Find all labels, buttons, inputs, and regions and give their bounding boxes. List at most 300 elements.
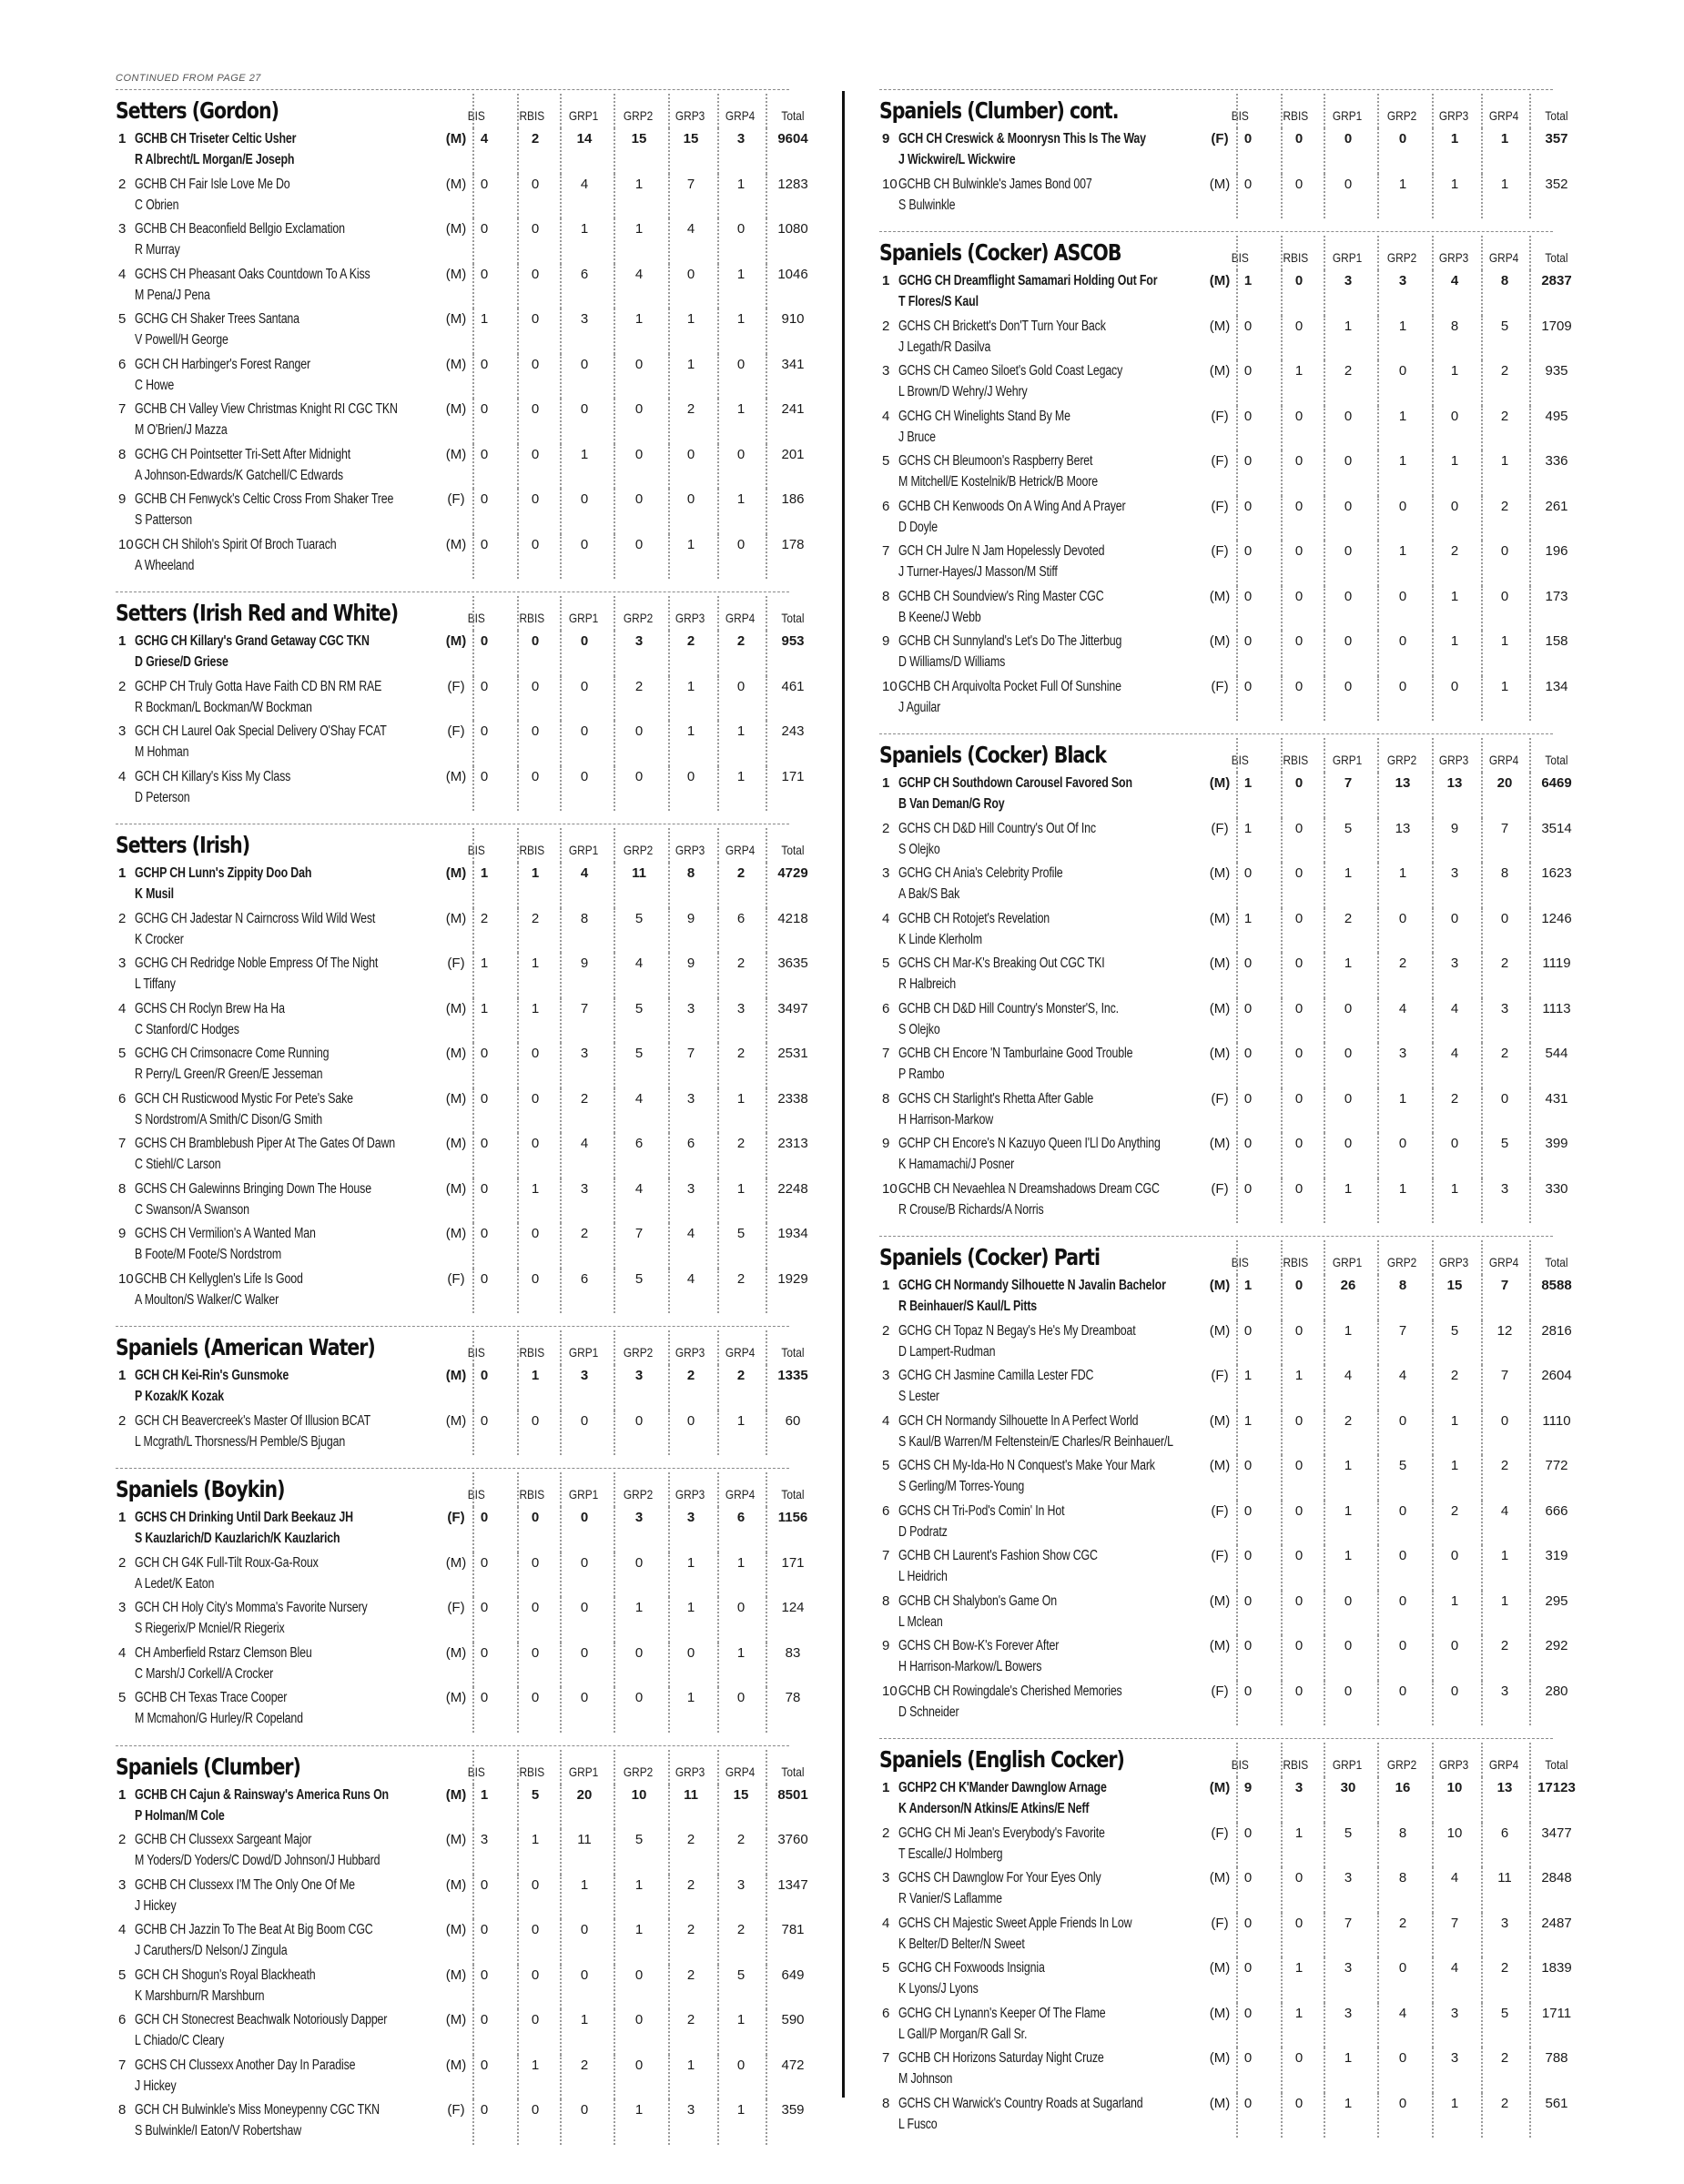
total-value: 2848 [1541,1870,1572,1886]
grp1-value: 0 [1344,1683,1353,1699]
owner-names: K Lyons/J Lyons [898,1981,979,1997]
column-rule [517,1643,519,1688]
grp3-value: 1 [1450,633,1459,649]
total-value: 953 [781,633,805,649]
column-rule [766,2009,767,2055]
column-header-grp3: GRP3 [675,1345,705,1360]
owner-names: S Kaul/B Warren/M Feltenstein/E Charles/R Beinhauer/L [898,1433,1173,1450]
column-rule [1481,1410,1483,1456]
column-rule [517,1269,519,1314]
rank-number: 6 [118,356,127,372]
column-rule [1281,174,1283,219]
dog-name: GCHS CH Roclyn Brew Ha Ha [135,1000,285,1016]
column-rule [614,489,615,534]
column-rule [560,1875,562,1920]
grp2-value: 1 [634,1876,644,1893]
rank-number: 8 [118,1180,127,1197]
column-rule [1236,1320,1238,1366]
dog-name: GCH CH Rusticwood Mystic For Pete's Sake [135,1090,353,1107]
grp3-value: 1 [686,1690,695,1705]
grp2-value: 1 [1398,543,1407,559]
total-value: 666 [1545,1502,1568,1519]
column-header-grp3: GRP3 [1438,753,1469,767]
column-rule [614,2009,615,2055]
sex-code: (M) [445,2057,467,2073]
column-rule [1377,1455,1379,1501]
sex-code: (F) [1211,1368,1229,1383]
owner-names: S Lester [898,1389,939,1404]
column-rule [668,676,670,722]
sex-code: (F) [447,956,465,971]
rank-number: 2 [118,176,127,192]
section-header [879,1743,1568,1777]
bis-value: 0 [480,1368,489,1383]
column-rule [668,863,670,908]
column-rule [1281,631,1283,676]
column-rule [1432,236,1434,270]
owner-names: B Keene/J Webb [898,609,981,625]
column-rule [668,1965,670,2010]
column-rule [1324,631,1325,676]
dog-name: GCHB CH Rotojet's Revelation [898,910,1050,926]
ranking-row [879,1501,1568,1546]
total-value: 935 [1545,363,1568,379]
column-rule [1529,1681,1531,1726]
column-header-grp4: GRP4 [725,1345,756,1360]
rbis-value: 0 [1294,956,1304,971]
owner-names: S Nordstrom/A Smith/C Dison/G Smith [135,1111,322,1127]
column-rule [1324,1823,1325,1868]
column-rule [1377,818,1379,864]
grp3-value: 0 [686,1644,695,1661]
column-header-grp3: GRP3 [1438,1255,1469,1269]
column-rule [614,399,615,444]
sex-code: (M) [445,1832,467,1847]
bis-value: 0 [480,1136,489,1151]
column-rule [1432,1635,1434,1681]
grp4-value: 1 [736,1412,746,1429]
rank-number: 4 [118,768,127,784]
grp1-value: 0 [580,401,589,417]
ranking-row [879,2048,1568,2093]
total-value: 1711 [1541,2005,1572,2021]
column-rule [517,1687,519,1733]
grp1-value: 5 [1344,1825,1353,1841]
total-value: 2487 [1541,1915,1572,1931]
grp4-value: 3 [1500,1683,1509,1699]
rank-number: 7 [118,401,127,417]
column-rule [560,399,562,444]
ranking-row [116,1088,808,1134]
rbis-value: 1 [1294,1825,1304,1841]
column-rule [1481,676,1483,722]
dog-name: GCHS CH Cameo Siloet's Gold Coast Legacy [898,363,1123,379]
owner-names: M Johnson [898,2071,953,2087]
rank-number: 1 [882,775,890,791]
column-header-total: Total [1545,753,1568,767]
column-rule [1377,953,1379,998]
column-rule [766,1829,767,1875]
column-header-grp4: GRP4 [725,843,756,857]
grp3-value: 1 [1450,1458,1459,1473]
rbis-value: 0 [531,1644,540,1661]
bis-value: 0 [480,176,489,192]
column-rule [1377,1275,1379,1320]
rbis-value: 2 [531,910,540,926]
column-rule [1481,1088,1483,1134]
breed-section [879,1738,1576,2138]
rank-number: 2 [118,910,127,926]
dog-name: GCHS CH Bleumoon's Raspberry Beret [898,453,1093,469]
bis-value: 0 [1243,1180,1253,1197]
owner-names: P Kozak/K Kozak [135,1389,224,1404]
column-rule [766,1552,767,1598]
column-rule [1324,2003,1325,2048]
grp1-value: 0 [580,2102,589,2118]
owner-names: S Gerling/M Torres-Young [898,1479,1025,1494]
column-rule [472,1919,474,1965]
owner-names: L Mclean [898,1613,943,1630]
column-rule [614,908,615,954]
column-rule [1281,1320,1283,1366]
total-value: 3760 [777,1832,808,1847]
column-rule [517,766,519,812]
column-rule [1324,1320,1325,1366]
rank-number: 2 [882,318,890,334]
rbis-value: 1 [531,1000,540,1016]
grp2-value: 0 [1398,1502,1407,1519]
column-rule [560,1687,562,1733]
column-rule [717,1785,719,1830]
column-rule [1481,128,1483,174]
column-rule [1324,676,1325,722]
column-rule [614,1785,615,1830]
rank-number: 7 [118,1136,127,1151]
column-rule [717,1472,719,1507]
column-rule [1324,1133,1325,1178]
grp4-value: 5 [1500,2005,1509,2021]
owner-names: T Escalle/J Holmberg [898,1845,1003,1862]
grp3-value: 8 [686,865,695,881]
column-rule [1377,1240,1379,1275]
grp4-value: 0 [736,2057,746,2073]
grp3-value: 9 [1450,820,1459,836]
ranking-row [879,450,1568,496]
column-rule [1432,586,1434,632]
left-column [116,89,808,2158]
column-header-total: Total [1545,1757,1568,1772]
owner-names: D Griese/D Griese [135,654,228,670]
column-rule [472,596,474,631]
owner-names: C Stanford/C Hodges [135,1021,239,1037]
breed-section [116,1468,808,1733]
rbis-value: 3 [1294,1780,1304,1795]
column-rule [1529,450,1531,496]
column-rule [1377,738,1379,773]
bis-value: 0 [1243,956,1253,971]
ranking-row [879,1455,1568,1501]
column-rule [472,1643,474,1688]
column-rule [517,721,519,766]
column-rule [1529,94,1531,128]
owner-names: D Peterson [135,789,190,805]
column-rule [717,1687,719,1733]
owner-names: R Murray [135,242,180,258]
grp4-value: 7 [1500,1278,1509,1293]
column-rule [472,1965,474,2010]
grp4-value: 2 [736,1832,746,1847]
column-rule [717,953,719,998]
rbis-value: 0 [531,1226,540,1241]
rank-number: 3 [118,723,127,739]
column-rule [517,2009,519,2055]
ranking-row [879,1591,1568,1636]
column-rule [1324,1743,1325,1777]
rank-number: 3 [118,1876,127,1893]
column-rule [1529,2048,1531,2093]
column-rule [1324,174,1325,219]
column-rule [668,1410,670,1456]
column-rule [668,128,670,174]
column-rule [1529,541,1531,586]
bis-value: 0 [1243,176,1253,192]
section-title: Spaniels (Cocker) ASCOB [879,239,1121,266]
grp2-value: 0 [634,1690,644,1705]
grp4-value: 1 [736,1554,746,1571]
bis-value: 0 [1243,1870,1253,1886]
rbis-value: 0 [1294,588,1304,604]
grp2-value: 0 [1398,2095,1407,2111]
grp1-value: 1 [1344,956,1353,971]
column-rule [766,399,767,444]
dog-name: GCHB CH Rowingdale's Cherished Memories [898,1683,1122,1699]
ranking-row [116,1597,805,1643]
owner-names: B Foote/M Foote/S Nordstrom [135,1247,282,1262]
grp4-value: 5 [1500,1136,1509,1151]
bis-value: 0 [1243,1638,1253,1653]
dog-name: GCHS CH Galewinns Bringing Down The House [135,1180,371,1197]
section-header [879,738,1568,773]
column-rule [668,489,670,534]
column-rule [614,828,615,863]
rbis-value: 0 [531,356,540,372]
column-rule [1432,94,1434,128]
column-rule [1377,1545,1379,1591]
column-rule [717,1269,719,1314]
bis-value: 0 [1243,1825,1253,1841]
grp4-value: 1 [1500,453,1509,469]
grp2-value: 5 [634,1832,644,1847]
rbis-value: 0 [531,1510,540,1525]
column-rule [1324,2093,1325,2138]
bis-value: 0 [1243,1592,1253,1609]
grp2-value: 16 [1395,1780,1411,1795]
column-rule [517,1829,519,1875]
dog-name: GCHG CH Lynann's Keeper Of The Flame [898,2005,1106,2021]
dog-name: GCHB CH Bulwinkle's James Bond 007 [898,176,1092,192]
column-rule [1529,128,1531,174]
grp4-value: 0 [736,1690,746,1705]
grp4-value: 1 [736,2102,746,2118]
column-rule [1377,1957,1379,2003]
column-rule [717,1223,719,1269]
sex-code: (F) [1211,1683,1229,1699]
total-value: 1839 [1541,1960,1572,1976]
column-rule [1281,1410,1283,1456]
column-header-grp3: GRP3 [1438,250,1469,265]
column-header-total: Total [781,843,805,857]
grp4-value: 3 [736,1876,746,1893]
breed-section [116,89,808,579]
column-rule [1236,1178,1238,1224]
bis-value: 1 [1243,820,1253,836]
grp2-value: 0 [1398,131,1407,147]
total-value: 357 [1545,131,1568,147]
grp1-value: 1 [580,446,589,462]
grp2-value: 4 [634,1180,644,1197]
column-header-bis: BIS [1231,1757,1249,1772]
column-rule [717,1178,719,1224]
rank-number: 1 [882,1780,890,1795]
grp3-value: 15 [1446,1278,1463,1293]
column-rule [1236,541,1238,586]
grp3-value: 1 [1450,453,1459,469]
grp2-value: 8 [1398,1278,1407,1293]
grp2-value: 3 [634,633,644,649]
rank-number: 1 [118,1786,127,1803]
breed-section [116,592,805,811]
sex-code: (F) [1211,453,1229,469]
grp3-value: 2 [686,1368,695,1383]
bis-value: 9 [1243,1780,1253,1795]
column-rule [766,174,767,219]
column-rule [717,1365,719,1410]
sex-code: (M) [1209,1322,1231,1339]
column-rule [517,631,519,676]
rank-number: 9 [882,1638,890,1653]
column-rule [472,1875,474,1920]
grp3-value: 1 [1450,1592,1459,1609]
column-header-grp3: GRP3 [1438,108,1469,123]
owner-names: J Hickey [135,1897,177,1914]
column-rule [1281,863,1283,908]
sex-code: (F) [1211,678,1229,694]
column-header-grp3: GRP3 [675,1487,705,1502]
dog-name: GCH CH Holy City's Momma's Favorite Nursery [135,1600,368,1615]
column-rule [614,94,615,128]
grp2-value: 2 [634,678,644,694]
column-rule [1432,270,1434,316]
column-rule [717,631,719,676]
column-rule [614,1133,615,1178]
column-rule [1281,1635,1283,1681]
bis-value: 0 [1243,1046,1253,1061]
ranking-row [116,308,805,354]
column-rule [1281,1913,1283,1958]
column-rule [614,354,615,399]
grp2-value: 0 [634,536,644,552]
total-value: 9604 [777,131,808,147]
column-rule [766,828,767,863]
rbis-value: 0 [531,1922,540,1937]
column-rule [1236,676,1238,722]
grp3-value: 1 [686,678,695,694]
section-header [879,1240,1568,1275]
owner-names: M Mitchell/E Kostelnik/B Hetrick/B Moore [898,474,1098,490]
column-rule [717,596,719,631]
bis-value: 0 [480,1967,489,1983]
grp2-value: 0 [1398,1136,1407,1151]
bis-value: 0 [480,221,489,237]
column-rule [1529,496,1531,541]
column-rule [472,354,474,399]
dog-name: GCH CH Creswick & Moonrysn This Is The Way [898,131,1146,147]
total-value: 561 [1545,2095,1568,2111]
column-rule [766,1965,767,2010]
grp3-value: 1 [1450,1412,1459,1429]
column-header-grp2: GRP2 [623,843,654,857]
rbis-value: 0 [1294,633,1304,649]
sex-code: (M) [1209,2005,1231,2021]
column-rule [614,1043,615,1088]
column-rule [1529,1777,1531,1823]
sex-code: (F) [1211,408,1229,424]
column-rule [1377,1410,1379,1456]
ranking-row [879,1365,1572,1410]
grp1-value: 0 [1344,1000,1353,1016]
column-rule [668,174,670,219]
grp3-value: 4 [1450,1046,1459,1061]
dog-name: GCHB CH Arquivolta Pocket Full Of Sunshine [898,678,1121,694]
dog-name: GCH CH Beavercreek's Master Of Illusion BCAT [135,1412,371,1429]
breed-section [116,824,808,1313]
column-rule [717,1875,719,1920]
column-rule [1324,360,1325,406]
total-value: 1156 [777,1510,808,1525]
ranking-row [116,534,805,580]
sex-code: (M) [1209,1000,1231,1016]
column-rule [472,308,474,354]
ranking-row [116,2055,805,2100]
column-rule [717,94,719,128]
grp1-value: 7 [1344,775,1353,791]
column-rule [1432,1867,1434,1913]
column-rule [1236,953,1238,998]
column-rule [560,354,562,399]
column-rule [1432,360,1434,406]
sex-code: (M) [1209,2050,1231,2066]
column-rule [1324,541,1325,586]
owner-names: L Brown/D Wehry/J Wehry [898,384,1028,399]
column-rule [766,2099,767,2145]
grp4-value: 1 [736,491,746,507]
grp3-value: 3 [686,1000,695,1016]
grp1-value: 0 [1344,678,1353,694]
column-rule [1236,270,1238,316]
column-rule [1377,94,1379,128]
column-rule [1432,953,1434,998]
column-rule [1529,1410,1531,1456]
total-value: 431 [1545,1090,1568,1107]
section-title: Spaniels (Cocker) Parti [879,1244,1101,1270]
column-rule [1529,1455,1531,1501]
column-rule [1324,1635,1325,1681]
grp1-value: 4 [580,1136,589,1151]
rank-number: 3 [882,363,890,379]
column-rule [1324,94,1325,128]
ranking-row [116,1552,805,1598]
column-rule [1377,2003,1379,2048]
